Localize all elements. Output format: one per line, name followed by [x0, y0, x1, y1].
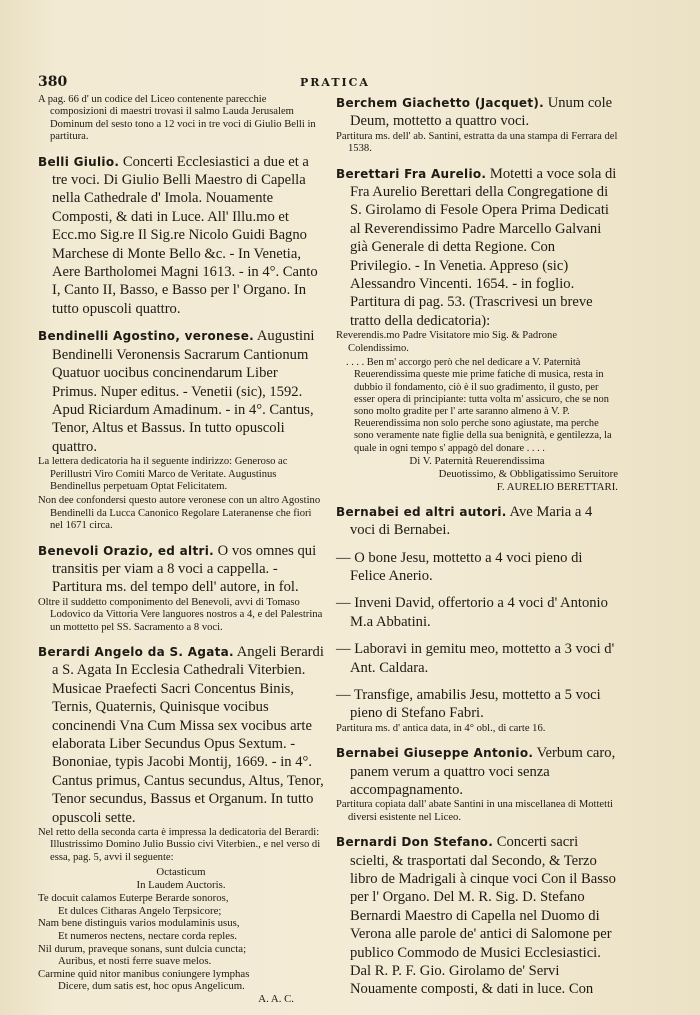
- entry-text: Concerti Ecclesiastici a due et a tre voci. Di Giulio Belli Maestro di Capella nella Cathedrale d' Imola. Nouamente Composti, & dati in Luce. All' Illu.mo et Ecc.mo Sig.re Il Sig.re Nicolo Guidi Bagno Marchese di Monte Bello &c. - In Venetia, Aere Bartholomei Magni 1613. - in 4°. Canto I, Canto II, Basso, e Basso per l' Organo. In tutto opuscoli quattro.: [52, 153, 318, 317]
- right-column: [336, 94, 618, 999]
- poem-signature: A. A. C.: [258, 993, 294, 1006]
- entry-text: La lettera dedicatoria ha il seguente indirizzo: Generoso ac Perillustri Viro Comiti Marco de Veritate. Augustinus Bendinellus perpetuam Optat Felicitatem.: [38, 456, 288, 492]
- entry-text: Verbum caro, panem verum a quattro voci senza accompagnamento.: [350, 745, 616, 798]
- left-entry-big: [38, 153, 324, 319]
- poem-line: Nil durum, praveque sonans, sunt dulcia cuncta;: [38, 942, 247, 955]
- entry-text: Non dee confondersi questo autore veronese con un altro Agostino Bendinelli da Lucca Canonico Regolare Lateranense che fiorì nel 1671 circa.: [38, 495, 321, 532]
- entry-heading: Berettari Fra Aurelio.: [336, 166, 487, 181]
- right-entry-big: [336, 503, 618, 540]
- right-entry-big: [336, 686, 618, 723]
- left-entry-small: [38, 597, 324, 634]
- left-entries: [38, 94, 324, 864]
- entry-text: Reverendis.mo Padre Visitatore mio Sig. & Padrone Colendissimo.: [336, 330, 558, 354]
- entry-heading: Bernardi Don Stefano.: [336, 835, 494, 850]
- entry-heading: Berchem Giachetto (Jacquet).: [336, 96, 545, 110]
- right-entry-small: [336, 131, 618, 156]
- entry-text: Partitura ms. dell' ab. Santini, estratta da una stampa di Ferrara del 1538.: [336, 130, 618, 155]
- right-entry-big: [336, 549, 618, 586]
- entry-text: . . . . Ben m' accorgo però che nel dedicare a V. Paternità Reuerendissima queste mie prime fatiche di musica, resta in dubbio il fondamento, ciò è il suo gradimento, il gusto, per esser opera di principiante: tutta volta m' assicuro, che se non sono molto gradite per l' arte saranno almeno à V. P. Reuerendissima non solo perche sono agiustate, ma perche sono veramente nate figlie della sua benignità, e gentilezza, la quale in ogni tempo s' appagò del donare . . . .: [346, 357, 612, 454]
- right-entry-big: [336, 833, 618, 999]
- right-entry-small: [336, 799, 618, 824]
- entry-heading: Benevoli Orazio, ed altri.: [38, 543, 214, 558]
- entry-text: Motetti a voce sola di Fra Aurelio Berettari della Congregatione di S. Girolamo di Fesole Opera Prima Dedicati al Reverendissimo Padre Marcello Galvani già Generale di detta Regione. Con Privilegio. - In Venetia. Appreso (sic) Alessandro Vincenti. 1654. - in foglio. Partitura di pag. 53. (Trascrivesi un breve tratto della dedicatoria):: [350, 165, 617, 329]
- entry-text: Nel retto della seconda carta è impressa la dedicatoria del Berardi: Illustrissimo Domino Julio Bussio civi Viterbien., e nel verso di essa, pag. 5, avvi il seguente:: [38, 827, 321, 863]
- left-entry-big: [38, 542, 324, 597]
- right-entry-small: [336, 723, 618, 735]
- entry-text: — Inveni David, offertorio a 4 voci d' Antonio M.a Abbatini.: [336, 595, 608, 630]
- entry-text: — Transfige, amabilis Jesu, mottetto a 5 voci pieno di Stefano Fabri.: [336, 686, 601, 722]
- entry-text: — Laboravi in gemitu meo, mottetto a 3 voci d' Ant. Caldara.: [336, 641, 615, 676]
- entry-text: Oltre il suddetto componimento del Benevoli, avvi di Tomaso Lodovico da Vittoria Vere languores nostros a 4, e del Palestrina un mottetto pel SS. Sacramento a 8 voci.: [38, 596, 323, 633]
- entry-text: Augustini Bendinelli Veronensis Sacrarum Cantionum Quatuor uocibus concinendarum Liber Primus. Nuper editus. - Venetii (sic), 1592. Apud Riciardum Amadinum. - in 4°. Cantus, Tenor, Altus et Bassus. In tutto opuscoli quattro.: [52, 328, 315, 455]
- entry-heading: Bendinelli Agostino, veronese.: [38, 329, 255, 344]
- left-entry-big: [38, 327, 324, 456]
- entry-heading: Bernabei ed altri autori.: [336, 504, 507, 519]
- entry-heading: Berardi Angelo da S. Agata.: [38, 645, 234, 659]
- entry-text: F. AURELIO BERETTARI.: [496, 480, 618, 493]
- entry-text: Partitura copiata dall' abate Santini in una miscellanea di Mottetti diversi esistente nel Liceo.: [336, 799, 613, 823]
- poem-subtitle: In Laudem Auctoris.: [136, 879, 226, 892]
- poem-line: Auribus, et nosti ferre suave melos.: [58, 955, 212, 968]
- right-entry-big: [336, 744, 618, 799]
- right-entry-big: [336, 640, 618, 677]
- right-entry-big: [336, 165, 618, 331]
- left-entry-small: [38, 495, 324, 532]
- right-entry-letter: [336, 357, 618, 455]
- poem-line: Et dulces Citharas Angelo Terpsicore;: [58, 904, 222, 917]
- left-column: [38, 94, 324, 1013]
- right-entry-center: [336, 455, 618, 468]
- entry-text: Angeli Berardi a S. Agata In Ecclesia Cathedrali Viterbien. Musicae Praefecti Sacri Concentus Binis, Ternis, Quaternis, Quinisque vocibus concinendi Vna Cum Missa sex vocibus arte elaborata Liber Secundus Opus Sextum. - Bononiae, typis Jacobi Montij, 1669. - in 4°. Cantus primus, Cantus secundus, Altus, Tenor, Tenor secundus, Bassus et Organum. In tutto opuscoli sette.: [52, 644, 324, 826]
- poem-lines: [38, 892, 324, 993]
- entry-text: Deuotissimo, & Obbligatissimo Seruitore: [438, 467, 618, 480]
- page-number: 380: [38, 74, 68, 90]
- entry-text: Di V. Paternità Reuerendissima: [409, 454, 545, 467]
- left-entry-small: [38, 456, 324, 493]
- left-entry-big: [38, 643, 324, 827]
- poem-line: Dicere, dum satis est, hoc opus Angelicum.: [58, 980, 245, 993]
- entry-text: Ave Maria a 4 voci di Bernabei.: [350, 503, 593, 539]
- right-entry-small: [336, 330, 618, 355]
- entry-heading: Bernabei Giuseppe Antonio.: [336, 746, 534, 761]
- poem-line: Te docuit calamos Euterpe Berarde sonoros,: [38, 892, 229, 905]
- poem: [38, 866, 324, 1006]
- entry-text: O vos omnes qui transitis per viam a 8 voci a cappella. - Partitura ms. del tempo dell' autore, in fol.: [52, 542, 317, 596]
- right-entry-sig: [336, 468, 618, 481]
- right-entry-big: [336, 594, 618, 631]
- poem-line: Nam bene distinguis varios modulaminis usus,: [38, 917, 240, 930]
- entry-text: A pag. 66 d' un codice del Liceo contenente parecchie composizioni di maestri trovasi il salmo Lauda Jerusalem Dominum del sesto tono a 12 voci in tre voci di Giulio Belli in partitura.: [38, 94, 316, 143]
- entry-heading: Belli Giulio.: [38, 154, 120, 169]
- running-title: PRATICA: [300, 76, 370, 89]
- entry-text: Concerti sacri scielti, & trasportati dal Secondo, & Terzo libro de Madrigali à cinque voci Con il Basso per l' Organo. Del M. R. Sig. D. Stefano Bernardi Maestro di Capella nel Duomo di Verona alle parole de' antici di Salomone per publico Commodo de Musici Ecclesiastici. Dal R. P. F. Gio. Girolamo de' Servi Nouamente composti, & dati in luce. Con: [350, 834, 616, 998]
- right-entry-big: [336, 94, 618, 131]
- left-entry-small: [38, 827, 324, 864]
- entry-text: Partitura ms. d' antica data, in 4° obl., di carte 16.: [336, 722, 546, 734]
- poem-line: Et numeros nectens, nectare corda reples.: [58, 930, 237, 943]
- poem-line: Carmine quid nitor manibus coniungere lymphas: [38, 967, 250, 980]
- right-entry-sig: [336, 481, 618, 494]
- entry-text: — O bone Jesu, mottetto a 4 voci pieno di Felice Anerio.: [336, 549, 583, 584]
- entry-text: Unum cole Deum, mottetto a quattro voci.: [350, 95, 613, 130]
- poem-title: Octasticum: [156, 866, 206, 879]
- left-entry-small: [38, 94, 324, 144]
